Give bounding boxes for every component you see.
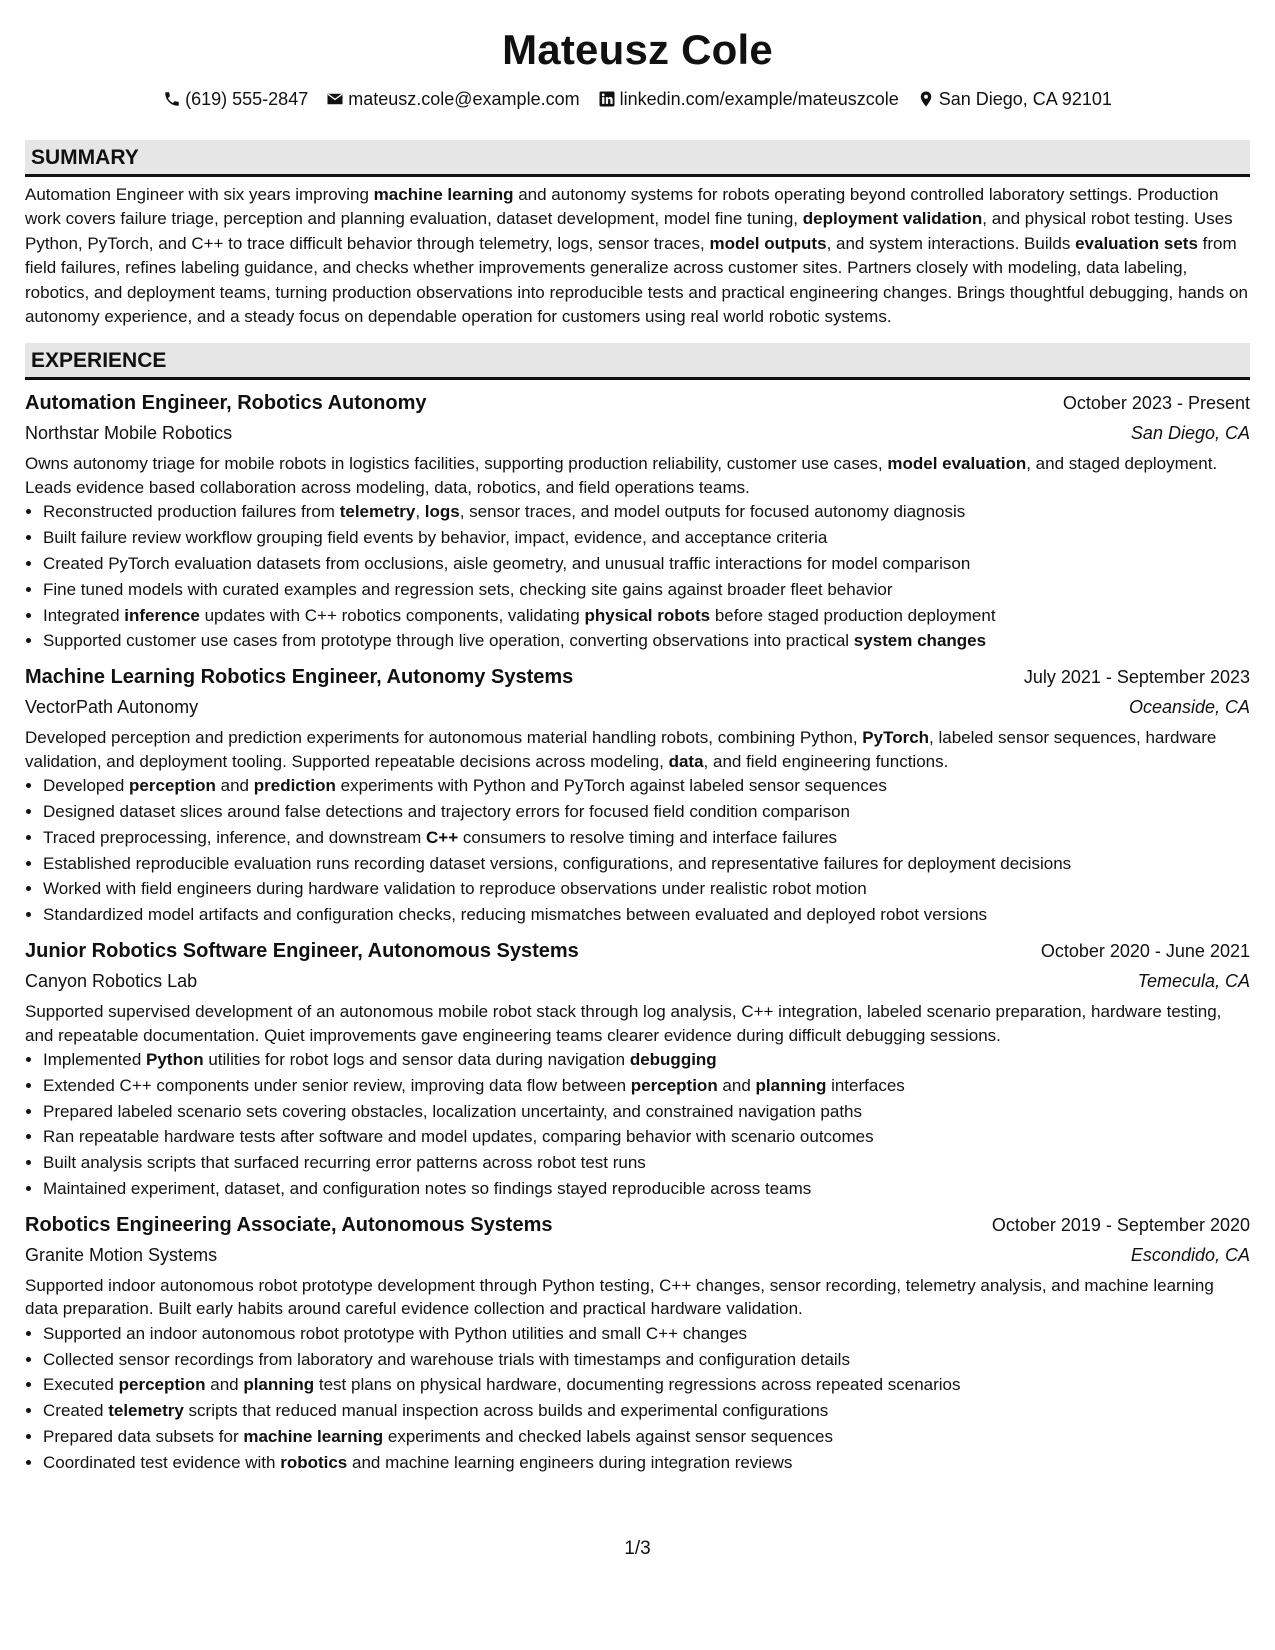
list-item bbox=[43, 603, 1250, 629]
list-item bbox=[43, 1398, 1250, 1424]
job-title: Junior Robotics Software Engineer, Autonomous Systems bbox=[25, 940, 579, 962]
text-run: , and field engineering functions. bbox=[703, 751, 949, 771]
job-dates: October 2020 - June 2021 bbox=[1040, 941, 1250, 961]
emphasis-text: telemetry bbox=[108, 1401, 184, 1421]
text-run: , labeled sensor sequences, hardware validation, and deployment tooling. Supported repeatable decisions across modeling, bbox=[25, 728, 1217, 771]
emphasis-text: evaluation sets bbox=[1075, 233, 1198, 253]
text-run: and autonomy systems for robots operating beyond controlled laboratory settings. Production work covers failure triage, perception and planning evaluation, dataset development, model fine tuning, bbox=[25, 185, 1219, 229]
job-location: Oceanside, CA bbox=[1128, 697, 1250, 718]
text-run: , bbox=[415, 502, 425, 522]
experience-list bbox=[25, 388, 1250, 1475]
contact-linkedin[interactable] bbox=[598, 88, 899, 110]
text-run: from field failures, refines labeling guidance, and checks whether improvements generalize across customer sites. Partners closely with modeling, data labeling, robotics, and deployment teams, turning production observations into reproducible tests and practical engineering changes. Brings thoughtful debugging, hands on autonomy experience, and a steady focus on dependable operation for customers using real world robotic systems. bbox=[25, 233, 1248, 327]
text-run: Prepared data subsets for bbox=[43, 1426, 244, 1446]
text-run: Created PyTorch evaluation datasets from occlusions, aisle geometry, and unusual traffic interactions for model comparison bbox=[43, 554, 971, 574]
text-run: Integrated bbox=[43, 605, 125, 625]
company-row bbox=[25, 418, 1250, 448]
text-run: experiments with Python and PyTorch against labeled sensor sequences bbox=[335, 776, 887, 796]
text-run: Standardized model artifacts and configuration checks, reducing mismatches between evaluated and deployed robot versions bbox=[43, 905, 988, 925]
text-run: Built analysis scripts that surfaced recurring error patterns across robot test runs bbox=[43, 1153, 646, 1173]
company-name: Granite Motion Systems bbox=[25, 1244, 218, 1265]
text-run: Supported an indoor autonomous robot prototype with Python utilities and small C++ changes bbox=[43, 1323, 748, 1343]
text-run: Supported indoor autonomous robot prototype development through Python testing, C++ changes, sensor recording, telemetry analysis, and machine learning data preparation. Built early habits around careful evidence collection and practical hardware validation. bbox=[25, 1275, 1214, 1319]
candidate-name: Mateusz Cole bbox=[502, 26, 773, 73]
contact-phone bbox=[163, 88, 308, 110]
text-run: Extended C++ components under senior review, improving data flow between bbox=[43, 1075, 631, 1095]
job-dates: October 2023 - Present bbox=[1062, 393, 1250, 414]
list-item bbox=[43, 1450, 1250, 1476]
text-run: Supported supervised development of an autonomous mobile robot stack through log analysis, C++ integration, labeled scenario preparation, hardware testing, and repeatable documentation. Quiet improvements gave engineering teams clearer evidence during difficult debugging sessions. bbox=[25, 1002, 1222, 1045]
summary-text bbox=[25, 183, 1250, 329]
job-title-row bbox=[25, 662, 1250, 692]
list-item bbox=[43, 1321, 1250, 1347]
text-run: test plans on physical hardware, documenting regressions across repeated scenarios bbox=[314, 1375, 961, 1395]
text-run: Designed dataset slices around false detections and trajectory errors for focused field condition comparison bbox=[43, 802, 850, 822]
emphasis-text: machine learning bbox=[373, 185, 514, 204]
list-item bbox=[43, 628, 1250, 654]
text-run: Developed perception and prediction experiments for autonomous material handling robots, combining Python, bbox=[25, 728, 863, 748]
text-run: experiments and checked labels against sensor sequences bbox=[383, 1426, 833, 1446]
job-description bbox=[25, 1000, 1250, 1047]
job-bullets bbox=[25, 499, 1250, 654]
text-run: and machine learning engineers during integration reviews bbox=[347, 1452, 793, 1472]
text-run: Established reproducible evaluation runs recording dataset versions, configurations, and representative failures for deployment decisions bbox=[43, 853, 1072, 873]
emphasis-text: PyTorch bbox=[862, 728, 930, 748]
job-entry bbox=[25, 388, 1250, 654]
company-name: Northstar Mobile Robotics bbox=[25, 423, 233, 444]
company-row bbox=[25, 966, 1250, 996]
list-item bbox=[43, 1424, 1250, 1450]
text-run: , and staged deployment. Leads evidence based collaboration across modeling, data, robotics, and field operations teams. bbox=[25, 454, 1218, 497]
company-name: VectorPath Autonomy bbox=[25, 697, 199, 718]
emphasis-text: deployment validation bbox=[802, 209, 983, 229]
emphasis-text: machine learning bbox=[243, 1426, 384, 1446]
list-item bbox=[43, 851, 1250, 877]
contact-email[interactable] bbox=[326, 88, 579, 110]
experience-heading: EXPERIENCE bbox=[25, 343, 1250, 380]
list-item bbox=[43, 1347, 1250, 1373]
list-item bbox=[43, 1124, 1250, 1150]
company-row bbox=[25, 692, 1250, 722]
text-run: and bbox=[717, 1075, 756, 1095]
text-run: Executed bbox=[43, 1375, 119, 1395]
job-description bbox=[25, 1274, 1250, 1321]
text-run: updates with C++ robotics components, validating bbox=[199, 605, 585, 625]
resume-page bbox=[25, 0, 1250, 1476]
job-title: Robotics Engineering Associate, Autonomous Systems bbox=[25, 1213, 553, 1236]
job-title-row bbox=[25, 388, 1250, 418]
text-run: and bbox=[215, 776, 254, 796]
text-run: Coordinated test evidence with bbox=[43, 1452, 281, 1472]
text-run: Collected sensor recordings from laboratory and warehouse trials with timestamps and configuration details bbox=[43, 1349, 850, 1369]
envelope-icon bbox=[326, 90, 344, 108]
emphasis-text: robotics bbox=[280, 1452, 348, 1472]
list-item bbox=[43, 525, 1250, 551]
emphasis-text: prediction bbox=[253, 776, 336, 796]
job-dates: July 2021 - September 2023 bbox=[1023, 667, 1250, 688]
text-run: Automation Engineer with six years improving bbox=[25, 185, 374, 204]
list-item bbox=[43, 1099, 1250, 1125]
emphasis-text: perception bbox=[129, 776, 216, 796]
emphasis-text: debugging bbox=[629, 1050, 717, 1069]
text-run: Worked with field engineers during hardware validation to reproduce observations under realistic robot motion bbox=[43, 879, 867, 899]
text-run: Created bbox=[43, 1401, 109, 1421]
linkedin-text[interactable]: linkedin.com/example/mateuszcole bbox=[619, 89, 899, 109]
phone-icon bbox=[163, 90, 181, 108]
text-run: Reconstructed production failures from bbox=[43, 502, 340, 522]
emphasis-text: C++ bbox=[426, 827, 459, 847]
email-text[interactable]: mateusz.cole@example.com bbox=[348, 89, 580, 109]
list-item bbox=[43, 551, 1250, 577]
emphasis-text: model outputs bbox=[709, 233, 827, 253]
job-location: Temecula, CA bbox=[1137, 971, 1250, 991]
text-run: Supported customer use cases from prototype through live operation, converting observations into practical bbox=[43, 631, 854, 651]
emphasis-text: perception bbox=[630, 1075, 718, 1095]
emphasis-text: planning bbox=[243, 1375, 315, 1395]
text-run: Implemented bbox=[43, 1050, 146, 1069]
list-item bbox=[43, 1150, 1250, 1176]
text-run: before staged production deployment bbox=[710, 605, 996, 625]
text-run: , sensor traces, and model outputs for focused autonomy diagnosis bbox=[459, 502, 966, 522]
job-title: Machine Learning Robotics Engineer, Autonomy Systems bbox=[25, 666, 574, 689]
emphasis-text: system changes bbox=[853, 631, 987, 651]
list-item bbox=[43, 773, 1250, 799]
map-pin-icon bbox=[917, 90, 935, 108]
text-run: interfaces bbox=[826, 1075, 905, 1095]
list-item bbox=[43, 825, 1250, 851]
text-run: , and physical robot testing. Uses Python, PyTorch, and C++ to trace difficult behavior through telemetry, logs, sensor traces, bbox=[25, 209, 1233, 253]
job-bullets bbox=[25, 1321, 1250, 1476]
list-item bbox=[43, 1047, 1250, 1073]
text-run: Prepared labeled scenario sets covering obstacles, localization uncertainty, and constrained navigation paths bbox=[43, 1101, 863, 1121]
list-item bbox=[43, 499, 1250, 525]
list-item bbox=[43, 577, 1250, 603]
job-dates: October 2019 - September 2020 bbox=[991, 1214, 1250, 1235]
job-entry bbox=[25, 936, 1250, 1202]
emphasis-text: Python bbox=[146, 1050, 204, 1069]
text-run: Maintained experiment, dataset, and configuration notes so findings stayed reproducible across teams bbox=[43, 1178, 812, 1198]
company-row bbox=[25, 1240, 1250, 1270]
text-run: utilities for robot logs and sensor data during navigation bbox=[203, 1050, 630, 1069]
text-run: Built failure review workflow grouping field events by behavior, impact, evidence, and acceptance criteria bbox=[43, 528, 828, 548]
job-entry bbox=[25, 1210, 1250, 1476]
emphasis-text: telemetry bbox=[339, 502, 416, 522]
list-item bbox=[43, 1176, 1250, 1202]
list-item bbox=[43, 799, 1250, 825]
phone-text: (619) 555-2847 bbox=[185, 89, 309, 109]
text-run: Traced preprocessing, inference, and downstream bbox=[43, 827, 427, 847]
emphasis-text: data bbox=[668, 751, 704, 771]
text-run: Owns autonomy triage for mobile robots in logistics facilities, supporting production reliability, customer use cases, bbox=[25, 454, 888, 474]
emphasis-text: planning bbox=[755, 1075, 827, 1095]
job-description bbox=[25, 726, 1250, 773]
emphasis-text: inference bbox=[124, 605, 200, 625]
text-run: Ran repeatable hardware tests after software and model updates, comparing behavior with scenario outcomes bbox=[43, 1127, 874, 1147]
text-run: and bbox=[205, 1375, 244, 1395]
list-item bbox=[43, 1372, 1250, 1398]
job-title-row bbox=[25, 1210, 1250, 1240]
contact-bar bbox=[25, 88, 1250, 110]
job-location: Escondido, CA bbox=[1130, 1244, 1250, 1265]
emphasis-text: physical robots bbox=[584, 605, 711, 625]
emphasis-text: model evaluation bbox=[887, 454, 1027, 474]
job-bullets bbox=[25, 773, 1250, 928]
text-run: Developed bbox=[43, 776, 130, 796]
job-description bbox=[25, 452, 1250, 499]
job-entry bbox=[25, 662, 1250, 928]
contact-location bbox=[917, 88, 1112, 110]
text-run: , and system interactions. Builds bbox=[826, 233, 1076, 253]
page-number: 1/3 bbox=[624, 1538, 651, 1559]
company-name: Canyon Robotics Lab bbox=[25, 971, 198, 991]
text-run: scripts that reduced manual inspection across builds and experimental configurations bbox=[183, 1401, 829, 1421]
text-run: consumers to resolve timing and interface failures bbox=[458, 827, 838, 847]
list-item bbox=[43, 876, 1250, 902]
summary-heading: SUMMARY bbox=[25, 140, 1250, 177]
job-title-row bbox=[25, 936, 1250, 966]
emphasis-text: logs bbox=[424, 502, 460, 522]
list-item bbox=[43, 902, 1250, 928]
linkedin-icon bbox=[598, 90, 616, 108]
job-title: Automation Engineer, Robotics Autonomy bbox=[25, 392, 427, 415]
emphasis-text: perception bbox=[118, 1375, 206, 1395]
job-bullets bbox=[25, 1047, 1250, 1202]
location-text: San Diego, CA 92101 bbox=[938, 89, 1112, 109]
text-run: Fine tuned models with curated examples and regression sets, checking site gains against broader fleet behavior bbox=[43, 579, 893, 599]
job-location: San Diego, CA bbox=[1130, 423, 1250, 444]
list-item bbox=[43, 1073, 1250, 1099]
